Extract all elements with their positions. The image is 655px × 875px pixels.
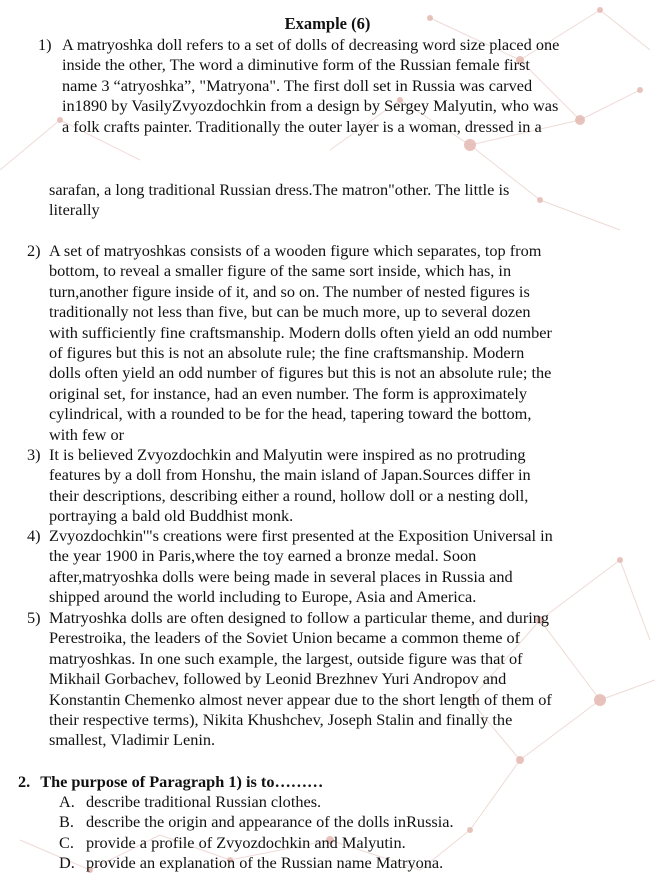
paragraph-line: Perestroika, the leaders of the Soviet Union became a common theme of <box>49 628 521 648</box>
paragraph-line: sarafan, a long traditional Russian dress.The matron"other. The little is <box>49 180 510 199</box>
paragraph-line: smallest, Vladimir Lenin. <box>49 730 216 750</box>
paragraph-line: with few or <box>49 424 125 444</box>
paragraph-number: 1) <box>38 35 52 54</box>
paragraph-line: inside the other, The word a diminutive form of the Russian female first <box>62 55 530 75</box>
paragraph-line: original set, for instance, had an even number. The form is approximately <box>49 383 528 403</box>
option-letter: C. <box>59 832 74 852</box>
paragraph-line: shipped around the world including to Europe, Asia and America. <box>49 587 477 607</box>
paragraph-line: their respective terms), Nikita Khushchev, Joseph Stalin and finally the <box>49 710 513 730</box>
paragraph-line: with sufficiently fine craftsmanship. Modern dolls often yield an odd number <box>49 322 552 342</box>
option-a[interactable] <box>59 792 454 812</box>
paragraph-number: 4) <box>27 526 41 545</box>
option-text: describe traditional Russian clothes. <box>86 792 322 811</box>
paragraph-line: in1890 by VasilyZvyozdochkin from a design by Sergey Malyutin, who was <box>62 96 559 116</box>
option-text: provide a profile of Zvyozdochkin and Malyutin. <box>86 832 406 852</box>
paragraph-line: traditionally not less than five, but can be much more, up to several dozen <box>49 302 531 322</box>
paragraph-5 <box>27 608 609 751</box>
answer-options <box>59 792 454 874</box>
question-number: 2. <box>18 772 31 791</box>
paragraph-line: features by a doll from Honshu, the main island of Japan.Sources differ in <box>49 465 531 485</box>
example-title: Example (6) <box>284 14 371 33</box>
paragraph-line: literally <box>49 200 100 220</box>
option-c[interactable] <box>59 833 454 853</box>
option-text: provide an explanation of the Russian name Matryona. <box>86 853 444 873</box>
paragraph-line: bottom, to reveal a smaller figure of the same sort inside, which has, in <box>49 261 512 281</box>
option-letter: A. <box>59 792 75 811</box>
paragraph-3 <box>27 445 609 527</box>
paragraph-1-continued <box>49 180 609 221</box>
paragraph-line: Konstantin Chemenko almost never appear due to the short length of them of <box>49 689 552 709</box>
paragraph-number: 5) <box>27 608 41 627</box>
paragraph-line: Zvyozdochkin'"s creations were first presented at the Exposition Universal in <box>49 526 553 545</box>
paragraph-line: the year 1900 in Paris,where the toy earned a bronze medal. Soon <box>49 546 477 566</box>
paragraph-line: name 3 “atryoshka”, "Matryona". The first doll set in Russia was carved <box>62 75 533 95</box>
option-d[interactable] <box>59 853 454 873</box>
paragraph-line: Matryoshka dolls are often designed to follow a particular theme, and during <box>49 608 550 627</box>
paragraph-number: 2) <box>27 241 41 260</box>
paragraph-line: A matryoshka doll refers to a set of dolls of decreasing word size placed one <box>62 35 560 54</box>
option-letter: B. <box>59 812 74 832</box>
paragraph-number: 3) <box>27 445 41 464</box>
paragraph-line: matryoshkas. In one such example, the largest, outside figure was that of <box>49 648 523 668</box>
paragraph-2 <box>27 241 609 445</box>
paragraph-line: cylindrical, with a rounded to be for the head, tapering toward the bottom, <box>49 404 532 424</box>
paragraph-line: It is believed Zvyozdochkin and Malyutin were inspired as no protruding <box>49 445 526 464</box>
paragraph-4 <box>27 526 609 608</box>
paragraph-line: a folk crafts painter. Traditionally the outer layer is a woman, dressed in a <box>62 116 542 136</box>
paragraph-line: dolls often yield an odd number of figures but this is not an absolute rule; the <box>49 363 552 383</box>
paragraph-line: of figures but this is not an absolute rule; the fine craftsmanship. Modern <box>49 343 525 363</box>
question-text: The purpose of Paragraph 1) is to……… <box>40 772 324 791</box>
question-2 <box>18 772 323 792</box>
paragraph-line: portraying a bald old Buddhist monk. <box>49 506 294 526</box>
paragraph-line: A set of matryoshkas consists of a wooden figure which separates, top from <box>49 241 542 260</box>
option-b[interactable] <box>59 812 454 832</box>
paragraph-line: their descriptions, describing either a round, hollow doll or a nesting doll, <box>49 485 529 505</box>
paragraph-line: turn,another figure inside of it, and so on. The number of nested figures is <box>49 281 530 301</box>
option-text: describe the origin and appearance of the dolls inRussia. <box>86 812 454 832</box>
paragraph-1 <box>38 35 632 137</box>
paragraph-line: after,matryoshka dolls were being made in several places in Russia and <box>49 566 513 586</box>
paragraph-line: Mikhail Gorbachev, followed by Leonid Brezhnev Yuri Andropov and <box>49 669 507 689</box>
option-letter: D. <box>59 853 75 873</box>
